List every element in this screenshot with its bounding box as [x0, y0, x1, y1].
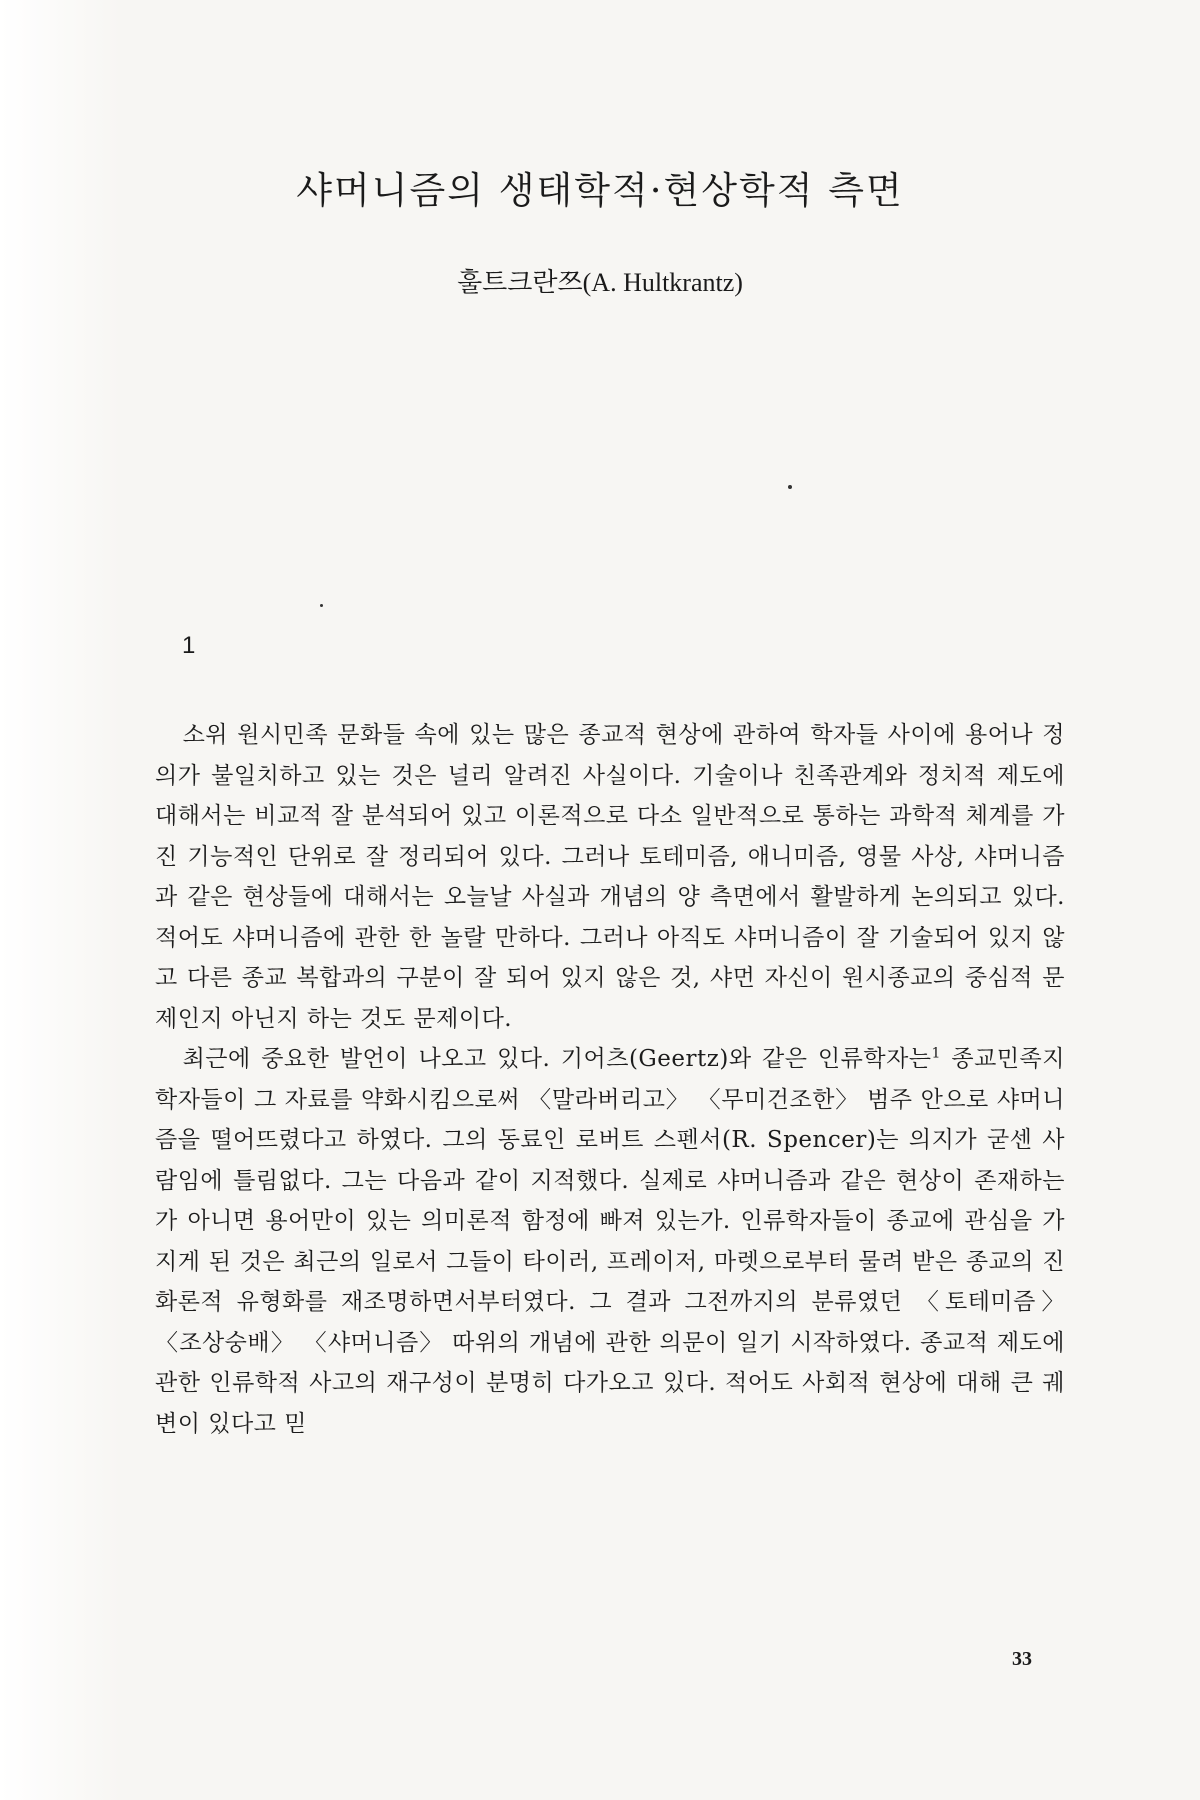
- scan-speck: [320, 604, 323, 607]
- article-body: [155, 715, 1065, 1444]
- footnote-marker: 1: [931, 1045, 941, 1062]
- section-number: 1: [182, 632, 196, 659]
- body-paragraph: 소위 원시민족 문화들 속에 있는 많은 종교적 현상에 관하여 학자들 사이에 용어나 정의가 불일치하고 있는 것은 널리 알려진 사실이다. 기술이나 친족관계와 정치적 제도에 대해서는 비교적 잘 분석되어 있고 이론적으로 다소 일반적으로 통하는 과학적 체계를 가진 기능적인 단위로 잘 정리되어 있다. 그러나 토테미즘, 애니미즘, 영물 사상, 샤머니즘과 같은 현상들에 대해서는 오늘날 사실과 개념의 양 측면에서 활발하게 논의되고 있다. 적어도 샤머니즘에 관한 한 놀랄 만하다. 그러나 아직도 샤머니즘이 잘 기술되어 있지 않고 다른 종교 복합과의 구분이 잘 되어 있지 않은 것, 샤먼 자신이 원시종교의 중심적 문제인지 아닌지 하는 것도 문제이다.: [155, 722, 1065, 1032]
- page-number: 33: [1012, 1648, 1032, 1670]
- paragraph-text: 최근에 중요한 발언이 나오고 있다. 기어츠(Geertz)와 같은 인류학자는: [182, 1046, 932, 1072]
- body-paragraph: [155, 1039, 1065, 1444]
- article-author: 훌트크란쯔(A. Hultkrantz): [457, 268, 743, 297]
- scan-speck: [788, 485, 792, 489]
- paragraph-text: 종교민족지학자들이 그 자료를 약화시킴으로써 〈말라버리고〉 〈무미건조한〉 범주 안으로 샤머니즘을 떨어뜨렸다고 하였다. 그의 동료인 로버트 스펜서(R. Spencer)는 의지가 굳센 사람임에 틀림없다. 그는 다음과 같이 지적했다. 실제로 샤머니즘과 같은 현상이 존재하는가 아니면 용어만이 있는 의미론적 함정에 빠져 있는가. 인류학자들이 종교에 관심을 가지게 된 것은 최근의 일로서 그들이 타이러, 프레이저, 마렛으로부터 물려 받은 종교의 진화론적 유형화를 재조명하면서부터였다. 그 결과 그전까지의 분류였던 〈토테미즘〉 〈조상숭배〉 〈샤머니즘〉 따위의 개념에 관한 의문이 일기 시작하였다. 종교적 제도에 관한 인류학적 사고의 재구성이 분명히 다가오고 있다. 적어도 사회적 현상에 대해 큰 궤변이 있다고 믿: [155, 1046, 1065, 1437]
- article-title: 샤머니즘의 생태학적·현상학적 측면: [296, 169, 904, 212]
